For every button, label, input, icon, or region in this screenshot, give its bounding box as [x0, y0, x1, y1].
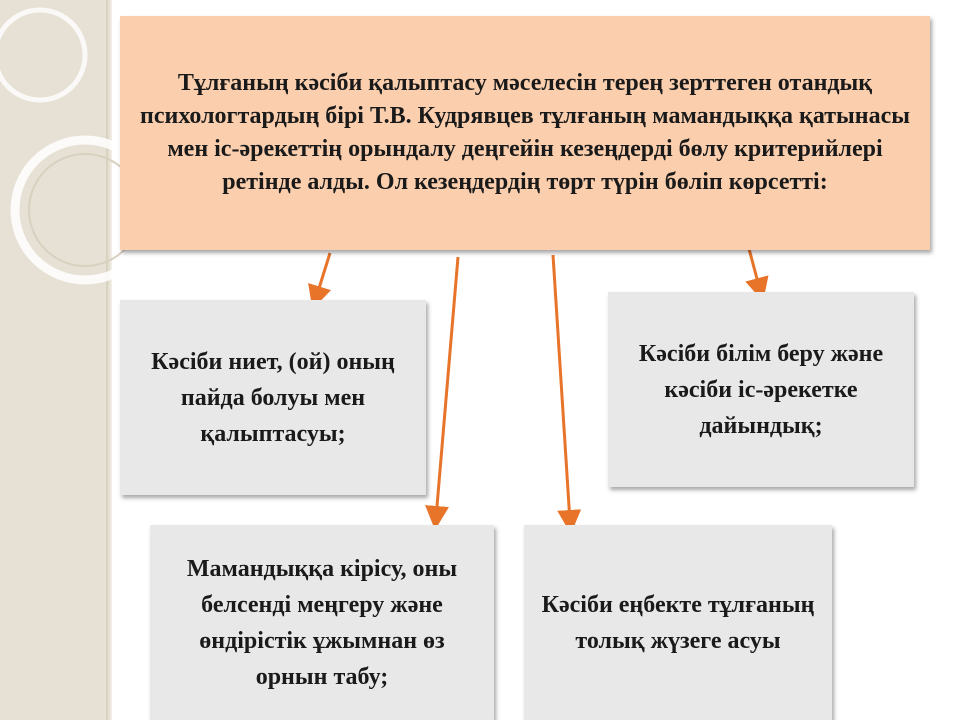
stage-box-4	[524, 525, 832, 720]
main-text: Тұлғаның кәсіби қалыптасу мәселесін терең зерттеген отандық психологтардың бірі Т.В. Кудрявцев тұлғаның мамандыққа қатынасы мен іс-әрекеттің орындалу деңгейін кезеңдерді бөлу критерийлері ретінде алды. Ол кезеңдердің төрт түрін бөліп көрсетті:	[140, 70, 910, 195]
arrow-to-stage-2	[748, 245, 760, 290]
stage-box-2	[608, 292, 914, 487]
stage-2-text: Кәсіби білім беру және кәсіби іс-әрекетке дайындық;	[638, 340, 884, 439]
stage-box-3	[150, 525, 494, 720]
stage-3-text: Мамандыққа кірісу, оны белсенді меңгеру және өндірістік ұжымнан өз орнын табу;	[186, 555, 458, 690]
stage-box-1	[120, 300, 426, 495]
arrow-to-stage-1	[316, 253, 330, 298]
main-text-box	[120, 16, 930, 250]
stage-1-text: Кәсіби ниет, (ой) оның пайда болуы мен қалыптасуы;	[151, 348, 395, 447]
arrow-to-stage-3	[436, 257, 458, 518]
stage-4-text: Кәсіби еңбекте тұлғаның толық жүзеге асуы	[541, 591, 815, 654]
arrow-to-stage-4	[553, 255, 570, 522]
